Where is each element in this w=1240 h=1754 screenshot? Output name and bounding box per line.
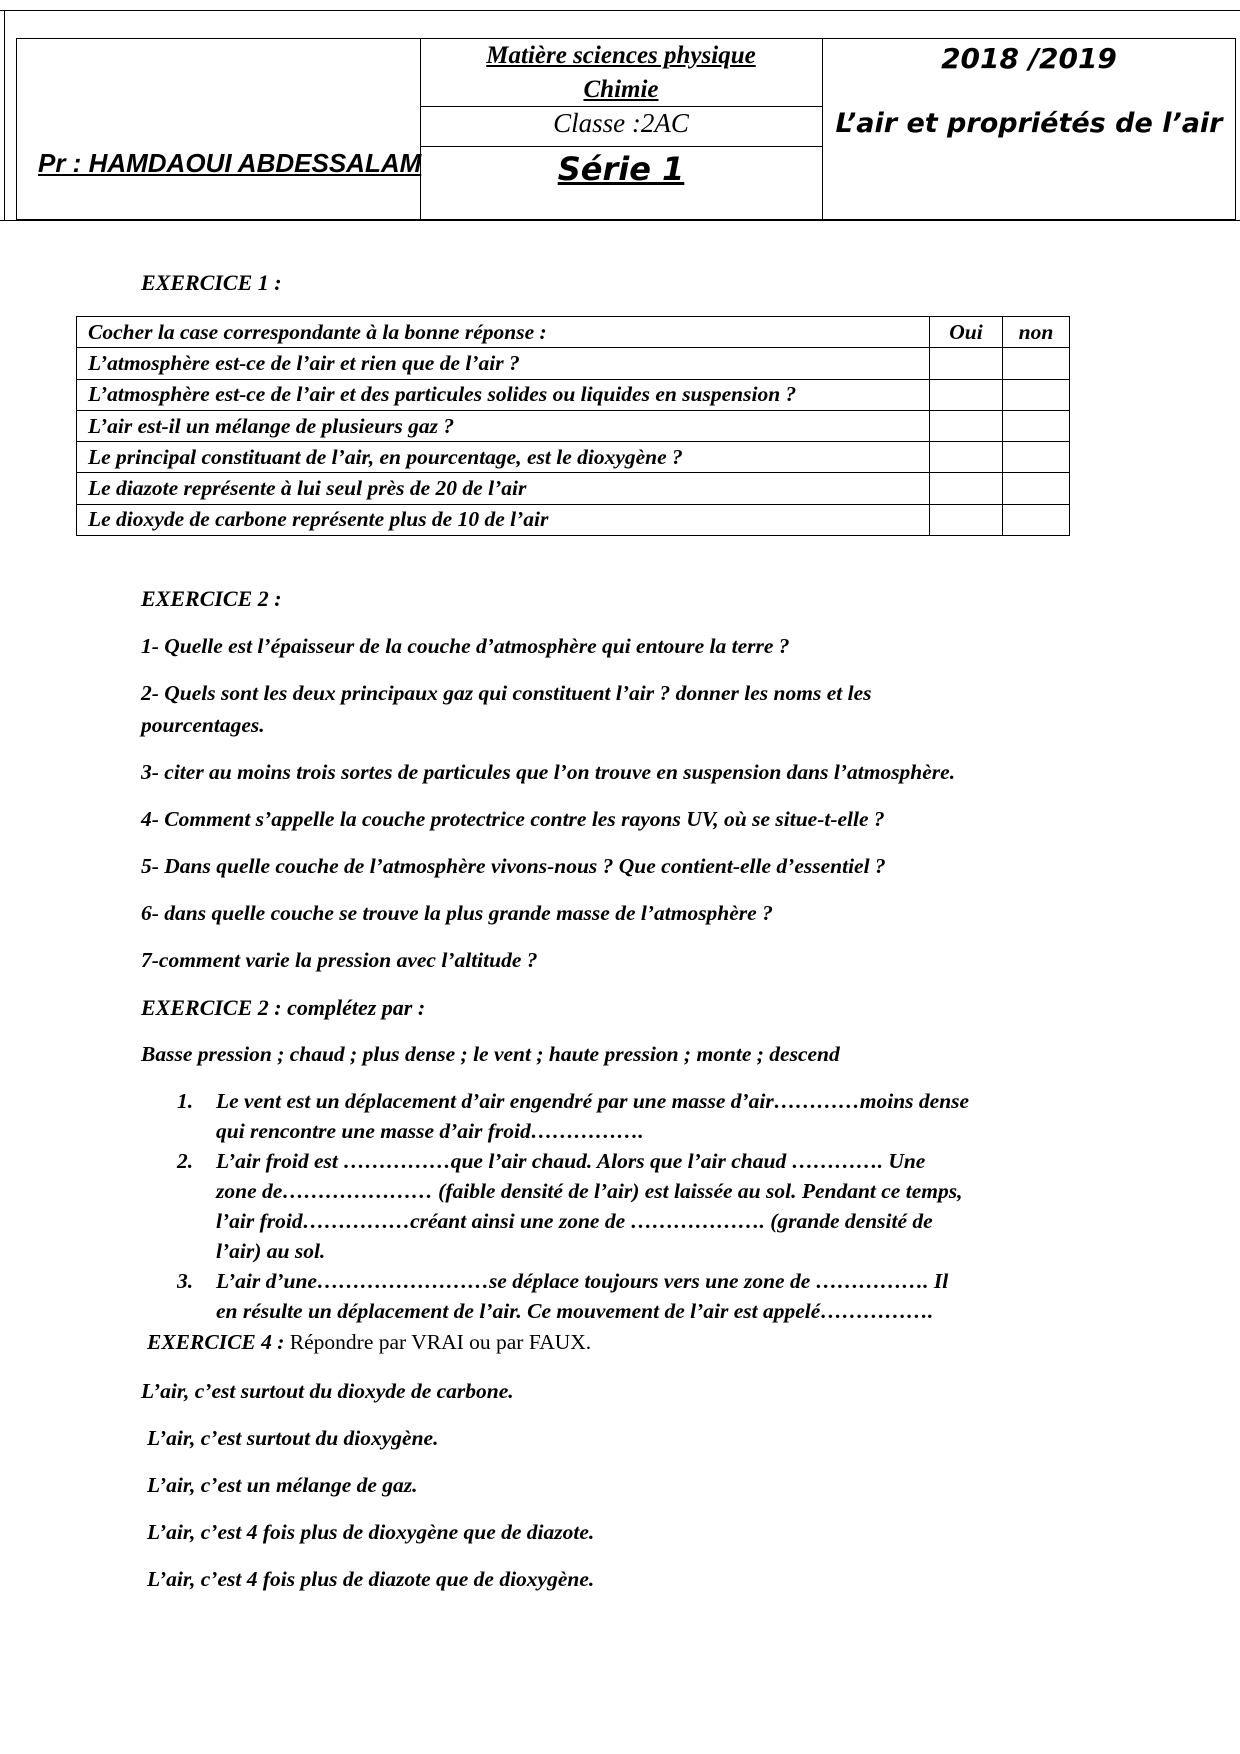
question-header: Cocher la case correspondante à la bonne réponse :	[77, 317, 930, 348]
teacher-name: Pr : HAMDAOUI ABDESSALAM	[38, 148, 422, 178]
question-cell: Le diazote représente à lui seul près de 20 de l’air	[77, 473, 930, 504]
exercise-4-title: EXERCICE 4 :	[147, 1330, 285, 1354]
table-row	[77, 473, 1070, 504]
exercise-4-instruction: Répondre par VRAI ou par FAUX.	[289, 1330, 592, 1354]
exercise-1-table	[76, 316, 1070, 536]
table-row	[77, 504, 1070, 535]
exercise-1-title: EXERCICE 1 :	[141, 270, 282, 295]
series-label: Série 1	[557, 150, 685, 188]
question-6: 6- dans quelle couche se trouve la plus grande masse de l’atmosphère ?	[141, 901, 773, 925]
fill-blank-line: qui rencontre une masse d’air froid…………….	[216, 1119, 644, 1143]
oui-checkbox[interactable]	[930, 348, 1003, 379]
header-top-rule	[0, 10, 1240, 11]
non-header: non	[1003, 317, 1070, 348]
header-row-divider-2	[420, 146, 822, 147]
oui-checkbox[interactable]	[930, 410, 1003, 441]
fill-blank-line: L’air d’une……………………se déplace toujours vers une zone de ……………. Il	[216, 1269, 949, 1293]
non-checkbox[interactable]	[1003, 473, 1070, 504]
question-7: 7-comment varie la pression avec l’altitude ?	[141, 948, 538, 972]
table-row	[77, 348, 1070, 379]
statement: L’air, c’est surtout du dioxyde de carbone.	[141, 1379, 514, 1403]
table-header-row	[77, 317, 1070, 348]
item-number: 1.	[177, 1089, 194, 1113]
non-checkbox[interactable]	[1003, 504, 1070, 535]
subject-line-1: Matière sciences physique	[486, 42, 756, 69]
question-3: 3- citer au moins trois sortes de particules que l’on trouve en suspension dans l’atmosphère.	[141, 760, 956, 784]
question-cell: Le dioxyde de carbone représente plus de 10 de l’air	[77, 504, 930, 535]
item-number: 2.	[177, 1149, 194, 1173]
exercise-4-heading	[147, 1330, 591, 1355]
fill-blank-line: Le vent est un déplacement d’air engendré par une masse d’air…………moins dense	[216, 1089, 970, 1113]
table-row	[77, 410, 1070, 441]
class-label: Classe :2AC	[553, 108, 689, 138]
exercise-3-title: EXERCICE 2 : complétez par :	[141, 995, 426, 1020]
exercise-2-title: EXERCICE 2 :	[141, 586, 282, 611]
question-2-continued: pourcentages.	[141, 713, 265, 737]
question-4: 4- Comment s’appelle la couche protectrice contre les rayons UV, où se situe-t-elle ?	[141, 807, 885, 831]
header-left-rule	[4, 10, 5, 220]
header-row-divider-1	[420, 106, 822, 107]
oui-checkbox[interactable]	[930, 442, 1003, 473]
oui-checkbox[interactable]	[930, 379, 1003, 410]
question-2: 2- Quels sont les deux principaux gaz qui constituent l’air ? donner les noms et les	[141, 681, 872, 705]
table-row	[77, 379, 1070, 410]
non-checkbox[interactable]	[1003, 442, 1070, 473]
question-cell: L’atmosphère est-ce de l’air et des particules solides ou liquides en suspension ?	[77, 379, 930, 410]
statement: L’air, c’est surtout du dioxygène.	[147, 1426, 439, 1450]
fill-blank-line: zone de………………… (faible densité de l’air) est laissée au sol. Pendant ce temps,	[216, 1179, 963, 1203]
statement: L’air, c’est un mélange de gaz.	[147, 1473, 418, 1497]
non-checkbox[interactable]	[1003, 410, 1070, 441]
statement: L’air, c’est 4 fois plus de dioxygène que de diazote.	[147, 1520, 595, 1544]
course-title: L’air et propriétés de l’air	[835, 108, 1223, 139]
non-checkbox[interactable]	[1003, 379, 1070, 410]
question-cell: L’atmosphère est-ce de l’air et rien que de l’air ?	[77, 348, 930, 379]
fill-blank-line: en résulte un déplacement de l’air. Ce mouvement de l’air est appelé…………….	[216, 1299, 934, 1323]
question-1: 1- Quelle est l’épaisseur de la couche d’atmosphère qui entoure la terre ?	[141, 634, 790, 658]
question-cell: Le principal constituant de l’air, en pourcentage, est le dioxygène ?	[77, 442, 930, 473]
fill-blank-line: l’air froid……………créant ainsi une zone de ………………. (grande densité de	[216, 1209, 933, 1233]
question-5: 5- Dans quelle couche de l’atmosphère vivons-nous ? Que contient-elle d’essentiel ?	[141, 854, 886, 878]
word-bank: Basse pression ; chaud ; plus dense ; le vent ; haute pression ; monte ; descend	[141, 1042, 840, 1066]
fill-blank-line: L’air froid est ……………que l’air chaud. Alors que l’air chaud …………. Une	[216, 1149, 926, 1173]
statement: L’air, c’est 4 fois plus de diazote que de dioxygène.	[147, 1567, 595, 1591]
non-checkbox[interactable]	[1003, 348, 1070, 379]
item-number: 3.	[177, 1269, 194, 1293]
subject-line-2: Chimie	[583, 76, 659, 103]
fill-blank-line: l’air) au sol.	[216, 1239, 326, 1263]
oui-header: Oui	[930, 317, 1003, 348]
header-bottom-rule	[0, 220, 1240, 221]
oui-checkbox[interactable]	[930, 504, 1003, 535]
question-cell: L’air est-il un mélange de plusieurs gaz ?	[77, 410, 930, 441]
school-year: 2018 /2019	[941, 42, 1117, 75]
table-row	[77, 442, 1070, 473]
oui-checkbox[interactable]	[930, 473, 1003, 504]
